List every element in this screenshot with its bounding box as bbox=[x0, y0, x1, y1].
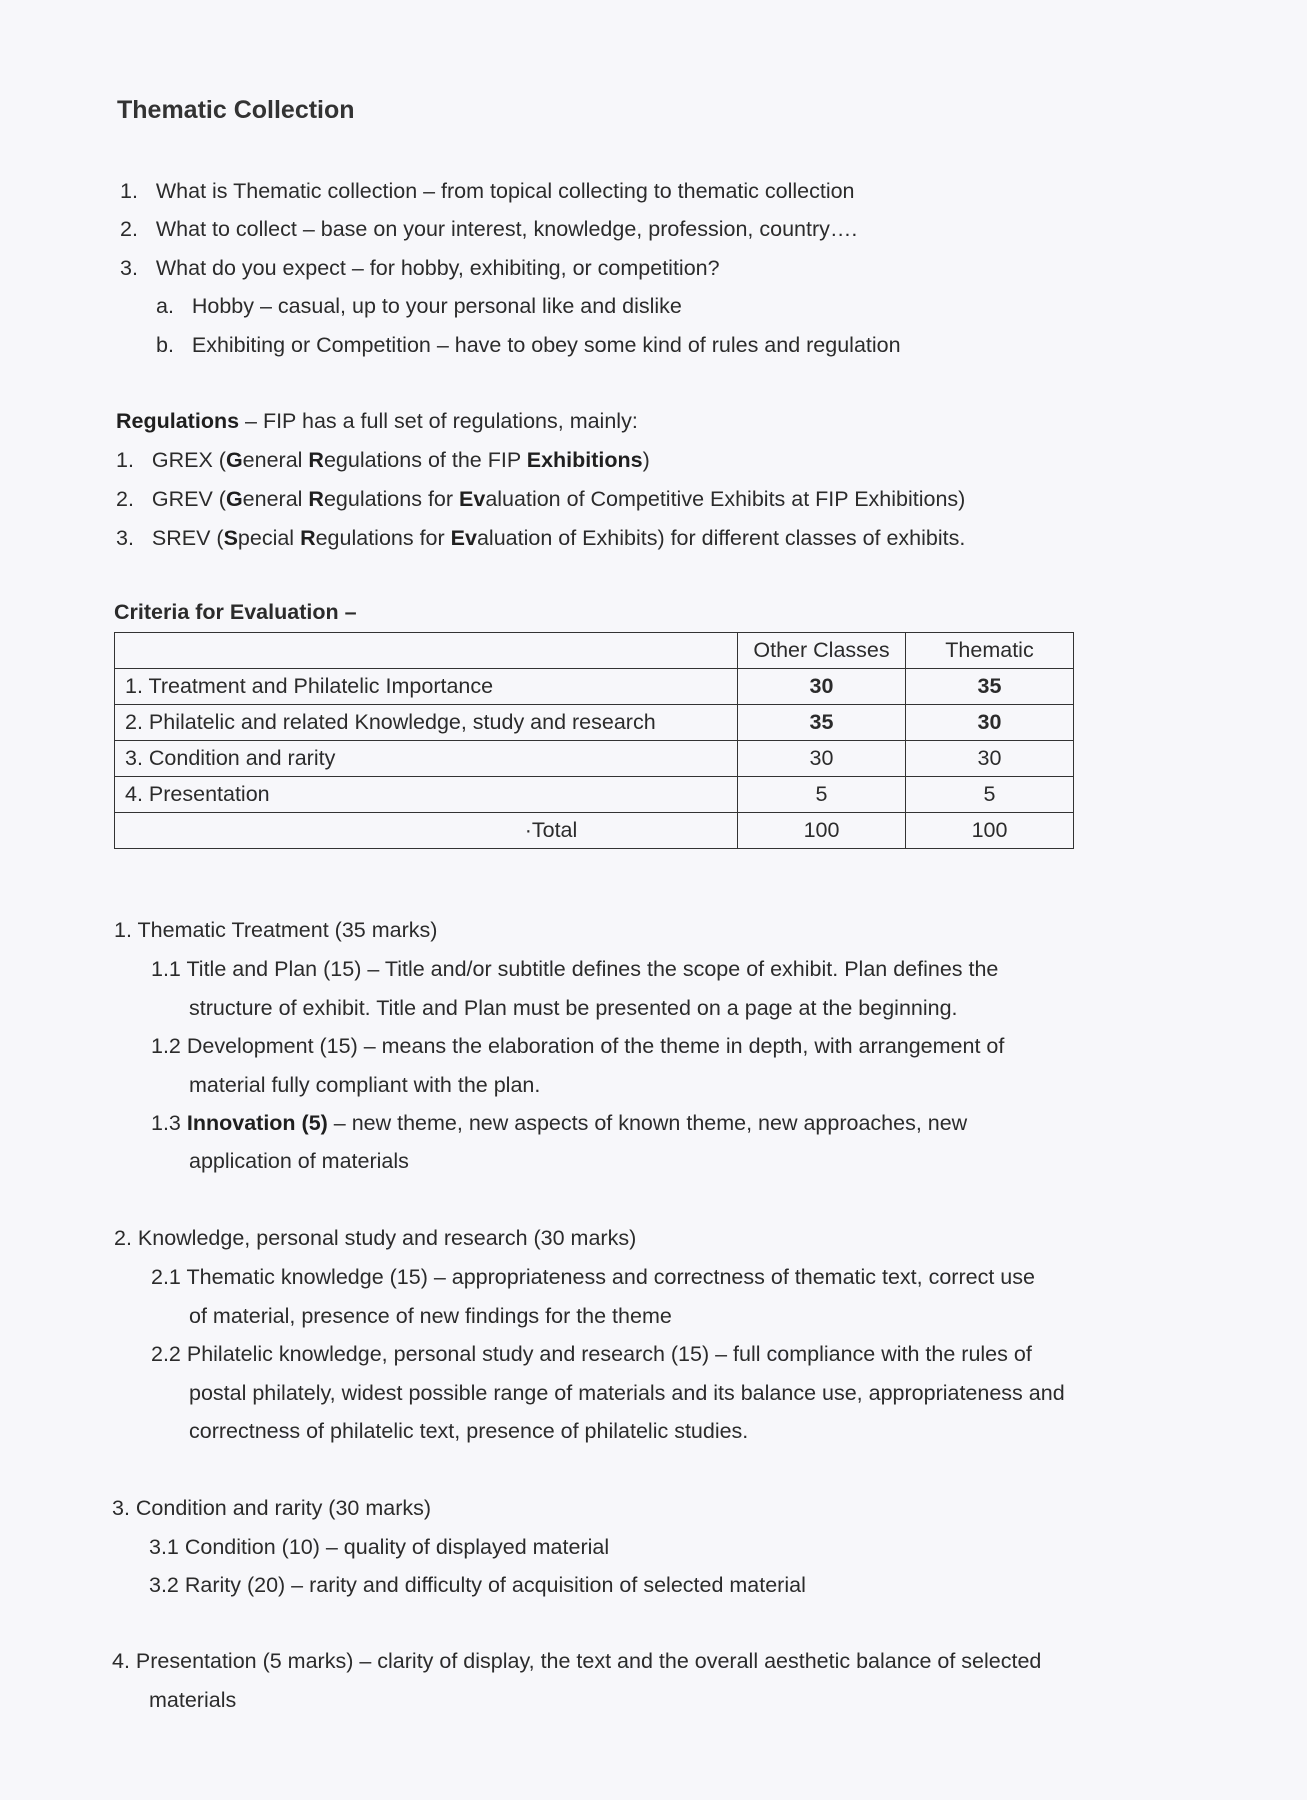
regulation-text: eneral bbox=[242, 448, 309, 472]
table-row bbox=[115, 705, 1074, 741]
table-header-row bbox=[115, 633, 1074, 669]
criterion-label: 4. Presentation bbox=[115, 777, 738, 813]
total-label: ·Total bbox=[115, 813, 738, 849]
list-number: 2. bbox=[116, 487, 134, 511]
list-number: 1. bbox=[116, 448, 134, 472]
section-1-3-line-1 bbox=[151, 1111, 967, 1136]
bold-letter: S bbox=[223, 526, 238, 550]
regulation-text: aluation of Exhibits) for different classes of exhibits. bbox=[476, 526, 966, 550]
table-row bbox=[115, 741, 1074, 777]
regulation-text: eneral bbox=[242, 487, 309, 511]
list-number: 3. bbox=[116, 526, 134, 550]
regulations-label: Regulations bbox=[116, 409, 240, 433]
total-thematic-value: 100 bbox=[906, 813, 1074, 849]
section-2-2-line-1: 2.2 Philatelic knowledge, personal study and research (15) – full compliance with the rules of bbox=[151, 1342, 1032, 1366]
section-2-heading: 2. Knowledge, personal study and research (30 marks) bbox=[114, 1226, 637, 1250]
list-text: What do you expect – for hobby, exhibiting, or competition? bbox=[155, 256, 720, 280]
list-letter: b. bbox=[156, 333, 174, 357]
regulation-abbr: GREV bbox=[151, 487, 213, 511]
section-number: 1.3 bbox=[151, 1111, 187, 1135]
total-other-value: 100 bbox=[738, 813, 906, 849]
section-1-2-line-2: material fully compliant with the plan. bbox=[189, 1073, 541, 1097]
intro-item-2 bbox=[120, 217, 857, 242]
section-3-1: 3.1 Condition (10) – quality of displayed material bbox=[149, 1535, 610, 1559]
regulation-text: ) bbox=[642, 448, 650, 472]
section-2-2-line-3: correctness of philatelic text, presence of philatelic studies. bbox=[189, 1419, 749, 1443]
section-4-line-2: materials bbox=[149, 1688, 237, 1712]
table-row bbox=[115, 669, 1074, 705]
page-title: Thematic Collection bbox=[117, 96, 355, 124]
section-4-line-1: 4. Presentation (5 marks) – clarity of display, the text and the overall aesthetic balance of selected bbox=[112, 1649, 1042, 1673]
intro-item-1 bbox=[120, 179, 855, 204]
table-header-other-classes: Other Classes bbox=[738, 633, 906, 669]
section-1-1-line-2: structure of exhibit. Title and Plan must be presented on a page at the beginning. bbox=[189, 996, 958, 1020]
regulation-text: egulations of the FIP bbox=[323, 448, 527, 472]
list-number: 3. bbox=[120, 256, 138, 280]
bold-word: Exhibitions bbox=[526, 448, 643, 472]
criterion-other-value: 35 bbox=[738, 705, 906, 741]
regulation-text: pecial bbox=[237, 526, 301, 550]
intro-subitem-b bbox=[156, 333, 901, 358]
bold-word: Ev bbox=[450, 526, 477, 550]
criterion-thematic-value: 30 bbox=[906, 705, 1074, 741]
criterion-other-value: 30 bbox=[738, 669, 906, 705]
regulation-abbr: GREX bbox=[151, 448, 213, 472]
criterion-label: 3. Condition and rarity bbox=[115, 741, 738, 777]
bold-letter: G bbox=[225, 487, 243, 511]
regulation-abbr: SREV bbox=[151, 526, 211, 550]
criterion-other-value: 5 bbox=[738, 777, 906, 813]
criteria-heading: Criteria for Evaluation – bbox=[114, 600, 357, 624]
section-3-heading: 3. Condition and rarity (30 marks) bbox=[112, 1496, 432, 1520]
list-text: What to collect – base on your interest, knowledge, profession, country…. bbox=[155, 217, 858, 241]
list-text: Exhibiting or Competition – have to obey some kind of rules and regulation bbox=[191, 333, 901, 357]
regulation-text: egulations for bbox=[323, 487, 460, 511]
criteria-table bbox=[114, 632, 1074, 849]
section-1-2-line-1: 1.2 Development (15) – means the elaboration of the theme in depth, with arrangement of bbox=[151, 1034, 1005, 1058]
criterion-label: 2. Philatelic and related Knowledge, study and research bbox=[115, 705, 738, 741]
criterion-thematic-value: 30 bbox=[906, 741, 1074, 777]
list-text: What is Thematic collection – from topical collecting to thematic collection bbox=[155, 179, 855, 203]
regulation-item-grex: 1. GREX (General Regulations of the FIP Exhibitions) bbox=[116, 448, 650, 472]
bold-letter: R bbox=[308, 487, 324, 511]
intro-item-3 bbox=[120, 256, 720, 281]
list-letter: a. bbox=[156, 294, 174, 318]
list-number: 1. bbox=[120, 179, 138, 203]
criterion-other-value: 30 bbox=[738, 741, 906, 777]
criterion-thematic-value: 5 bbox=[906, 777, 1074, 813]
regulation-item-srev: 3. SREV (Special Regulations for Evaluation of Exhibits) for different classes of exhibits. bbox=[116, 526, 966, 550]
section-1-1-line-1: 1.1 Title and Plan (15) – Title and/or subtitle defines the scope of exhibit. Plan defines the bbox=[151, 957, 999, 981]
section-2-1-line-2: of material, presence of new findings for the theme bbox=[189, 1304, 672, 1328]
section-2-1-line-1: 2.1 Thematic knowledge (15) – appropriateness and correctness of thematic text, correct use bbox=[151, 1265, 1035, 1289]
bold-word: Ev bbox=[459, 487, 486, 511]
table-total-row bbox=[115, 813, 1074, 849]
section-2-2-line-2: postal philately, widest possible range of materials and its balance use, appropriateness and bbox=[189, 1381, 1065, 1405]
table-header-empty bbox=[115, 633, 738, 669]
regulation-text: egulations for bbox=[315, 526, 451, 550]
list-number: 2. bbox=[120, 217, 138, 241]
bold-letter: G bbox=[225, 448, 243, 472]
section-bold-title: Innovation (5) bbox=[186, 1111, 328, 1135]
intro-subitem-a bbox=[156, 294, 682, 319]
list-text: Hobby – casual, up to your personal like and dislike bbox=[191, 294, 682, 318]
regulation-item-grev: 2. GREV (General Regulations for Evaluation of Competitive Exhibits at FIP Exhibitions) bbox=[116, 487, 966, 511]
bold-letter: R bbox=[300, 526, 316, 550]
regulations-intro: – FIP has a full set of regulations, mainly: bbox=[239, 409, 638, 433]
criterion-thematic-value: 35 bbox=[906, 669, 1074, 705]
section-text: – new theme, new aspects of known theme, new approaches, new bbox=[327, 1111, 968, 1135]
regulation-text: aluation of Competitive Exhibits at FIP Exhibitions) bbox=[485, 487, 966, 511]
table-row bbox=[115, 777, 1074, 813]
section-1-3-line-2: application of materials bbox=[189, 1149, 409, 1173]
criterion-label: 1. Treatment and Philatelic Importance bbox=[115, 669, 738, 705]
regulations-heading bbox=[116, 409, 638, 434]
section-3-2: 3.2 Rarity (20) – rarity and difficulty of acquisition of selected material bbox=[149, 1573, 806, 1597]
section-1-heading: 1. Thematic Treatment (35 marks) bbox=[114, 918, 438, 942]
table-header-thematic: Thematic bbox=[906, 633, 1074, 669]
bold-letter: R bbox=[308, 448, 324, 472]
